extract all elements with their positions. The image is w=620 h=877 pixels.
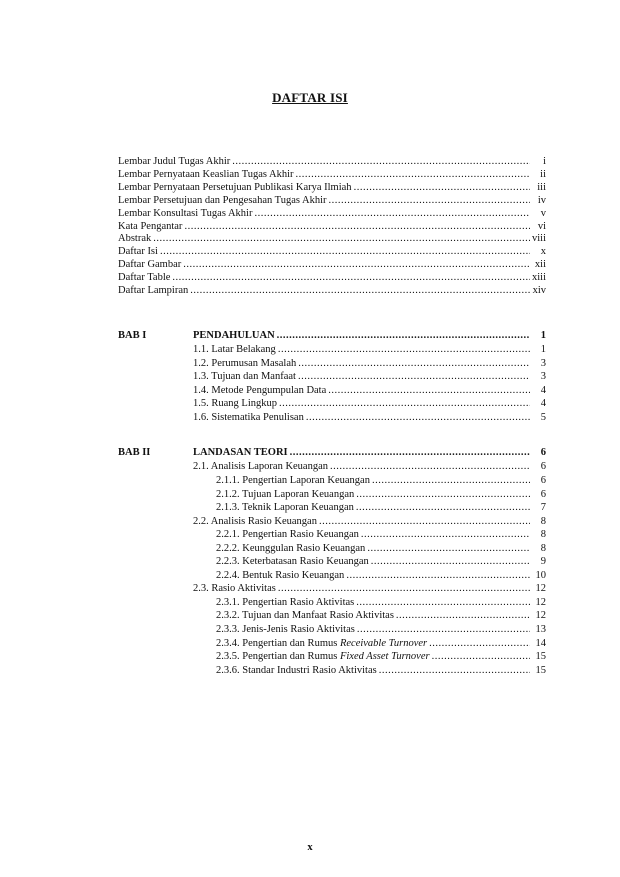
toc-entry-label: 2.1.2. Tujuan Laporan Keuangan bbox=[216, 488, 355, 500]
toc-entry-label: 1.1. Latar Belakang bbox=[193, 343, 276, 355]
toc-entry bbox=[193, 357, 546, 371]
toc-entry-page: x bbox=[540, 246, 546, 258]
dot-leader bbox=[432, 650, 530, 664]
dot-leader bbox=[357, 623, 530, 637]
toc-entry bbox=[216, 569, 546, 583]
toc-entry-page: 10 bbox=[535, 569, 546, 581]
toc-entry-label: Daftar Lampiran bbox=[118, 285, 189, 296]
toc-entry-label: LANDASAN TEORI bbox=[193, 447, 288, 458]
toc-entry-page: 3 bbox=[540, 371, 546, 383]
toc-entry bbox=[193, 411, 546, 425]
dot-leader bbox=[346, 569, 530, 583]
toc-entry-label: Daftar Gambar bbox=[118, 259, 182, 271]
dot-leader bbox=[232, 155, 530, 169]
toc-entry-page: 4 bbox=[540, 398, 546, 410]
toc-entry-label: 2.2. Analisis Rasio Keuangan bbox=[193, 515, 317, 527]
toc-entry-label: 1.3. Tujuan dan Manfaat bbox=[193, 371, 296, 383]
toc-entry-label: 2.2.1. Pengertian Rasio Keuangan bbox=[216, 529, 359, 541]
toc-entry-label: 1.5. Ruang Lingkup bbox=[193, 398, 277, 410]
toc-entry-page: 3 bbox=[540, 357, 546, 369]
toc-entry bbox=[193, 343, 546, 357]
toc-entry bbox=[118, 168, 546, 182]
dot-leader bbox=[254, 207, 530, 221]
toc-entry-label: Lembar Konsultasi Tugas Akhir bbox=[118, 207, 253, 219]
dot-leader bbox=[279, 397, 530, 411]
dot-leader bbox=[172, 271, 530, 285]
toc-entry-page: 14 bbox=[535, 637, 546, 649]
dot-leader bbox=[429, 637, 530, 651]
toc-entry-label: 1.4. Metode Pengumpulan Data bbox=[193, 384, 327, 396]
dot-leader bbox=[329, 194, 530, 208]
toc-entry bbox=[118, 155, 546, 169]
toc-entry-page: 12 bbox=[535, 583, 546, 595]
toc-entry bbox=[216, 474, 546, 488]
dot-leader bbox=[278, 582, 530, 596]
toc-entry-label: 1.6. Sistematika Penulisan bbox=[193, 411, 304, 423]
toc-entry bbox=[193, 582, 546, 596]
toc-entry-page: 1 bbox=[540, 330, 546, 341]
chapter-tag: BAB II bbox=[118, 447, 151, 458]
dot-leader bbox=[371, 555, 530, 569]
toc-entry bbox=[118, 181, 546, 195]
toc-entry-page: 13 bbox=[535, 624, 546, 635]
toc-entry-page: iii bbox=[537, 181, 546, 193]
toc-entry-label: Daftar Table bbox=[118, 272, 171, 284]
toc-entry-page: vi bbox=[537, 220, 546, 232]
dot-leader bbox=[190, 284, 530, 298]
dot-leader bbox=[184, 220, 530, 234]
toc-entry-label: 2.2.3. Keterbatasan Rasio Keuangan bbox=[216, 556, 369, 568]
toc-entry-label: PENDAHULUAN bbox=[193, 330, 275, 341]
dot-leader bbox=[277, 329, 530, 343]
dot-leader bbox=[379, 664, 530, 678]
toc-entry-page: 15 bbox=[535, 664, 546, 676]
toc-entry-label: 2.2.4. Bentuk Rasio Keuangan bbox=[216, 569, 345, 581]
toc-entry-page: 15 bbox=[535, 651, 546, 663]
toc-entry-label: 2.3.5. Pengertian dan Rumus Fixed Asset Turnover bbox=[216, 651, 430, 663]
chapter-tag: BAB I bbox=[118, 330, 147, 341]
toc-entry bbox=[118, 207, 546, 221]
toc-entry-page: 9 bbox=[540, 556, 546, 568]
toc-entry bbox=[118, 194, 546, 208]
toc-entry-page: 6 bbox=[540, 447, 546, 458]
toc-entry bbox=[216, 555, 546, 569]
toc-entry-label: 2.3.4. Pengertian dan Rumus Receivable Turnover bbox=[216, 637, 428, 649]
toc-entry-label: 2.3.6. Standar Industri Rasio Aktivitas bbox=[216, 664, 377, 676]
toc-entry bbox=[216, 609, 546, 623]
toc-entry-label: 2.3. Rasio Aktivitas bbox=[193, 583, 276, 595]
dot-leader bbox=[354, 181, 530, 195]
toc-entry-label: 2.2.2. Keunggulan Rasio Keuangan bbox=[216, 542, 366, 554]
toc-entry-page: 12 bbox=[535, 596, 546, 608]
toc-entry bbox=[193, 384, 546, 398]
dot-leader bbox=[356, 596, 530, 610]
toc-entry-page: ii bbox=[540, 168, 546, 180]
toc-entry bbox=[118, 220, 546, 234]
toc-entry-page: i bbox=[543, 156, 546, 167]
toc-entry bbox=[216, 637, 546, 651]
dot-leader bbox=[296, 168, 530, 182]
dot-leader bbox=[367, 542, 530, 556]
toc-entry bbox=[118, 284, 546, 298]
dot-leader bbox=[306, 411, 530, 425]
toc-entry-label: Abstrak bbox=[118, 233, 152, 245]
toc-entry-page: xii bbox=[534, 259, 546, 271]
toc-entry bbox=[216, 488, 546, 502]
toc-entry-label: 2.3.3. Jenis-Jenis Rasio Aktivitas bbox=[216, 624, 355, 635]
toc-entry bbox=[216, 596, 546, 610]
toc-entry bbox=[216, 664, 546, 678]
toc-entry-label: Lembar Pernyataan Keaslian Tugas Akhir bbox=[118, 168, 294, 180]
toc-entry-page: 4 bbox=[540, 384, 546, 396]
dot-leader bbox=[330, 460, 530, 474]
toc-entry bbox=[216, 528, 546, 542]
toc-entry-label: 2.1.1. Pengertian Laporan Keuangan bbox=[216, 474, 370, 486]
toc-entry bbox=[216, 623, 546, 637]
toc-entry-italic: Fixed Asset Turnover bbox=[339, 651, 430, 663]
toc-entry bbox=[193, 397, 546, 411]
toc-entry bbox=[193, 515, 546, 529]
toc-entry bbox=[216, 542, 546, 556]
dot-leader bbox=[328, 384, 530, 398]
dot-leader bbox=[319, 515, 530, 529]
dot-leader bbox=[183, 258, 530, 272]
toc-entry-page: 5 bbox=[540, 411, 546, 423]
toc-entry bbox=[118, 232, 546, 246]
page-number: x bbox=[307, 842, 313, 853]
toc-entry bbox=[193, 460, 546, 474]
dot-leader bbox=[356, 488, 530, 502]
toc-entry-label: 2.1.3. Teknik Laporan Keuangan bbox=[216, 502, 354, 514]
toc-entry-page: 6 bbox=[540, 461, 546, 473]
toc-entry-page: 6 bbox=[540, 474, 546, 486]
dot-leader bbox=[361, 528, 530, 542]
toc-entry-page: 8 bbox=[540, 515, 546, 527]
toc-entry bbox=[193, 370, 546, 384]
dot-leader bbox=[298, 370, 530, 384]
page-title: DAFTAR ISI bbox=[272, 90, 348, 105]
dot-leader bbox=[396, 609, 530, 623]
dot-leader bbox=[278, 343, 530, 357]
toc-entry bbox=[118, 258, 546, 272]
toc-entry-page: xiv bbox=[532, 285, 546, 296]
toc-entry-page: iv bbox=[537, 194, 546, 206]
toc-entry-page: 12 bbox=[535, 610, 546, 622]
toc-entry-page: 8 bbox=[540, 529, 546, 541]
toc-entry-italic: Receivable Turnover bbox=[339, 637, 428, 649]
toc-entry-label: Lembar Judul Tugas Akhir bbox=[118, 156, 231, 167]
toc-entry bbox=[118, 245, 546, 259]
dot-leader bbox=[290, 446, 530, 460]
toc-entry-label: Lembar Persetujuan dan Pengesahan Tugas Akhir bbox=[118, 194, 327, 206]
dot-leader bbox=[298, 357, 530, 371]
toc-entry-page: 6 bbox=[540, 488, 546, 500]
chapter-heading bbox=[193, 446, 546, 460]
toc-entry-label: 2.1. Analisis Laporan Keuangan bbox=[193, 461, 329, 473]
toc-entry bbox=[118, 271, 546, 285]
toc-entry bbox=[216, 501, 546, 515]
toc-entry-page: xiii bbox=[531, 272, 546, 284]
dot-leader bbox=[372, 474, 530, 488]
toc-entry-page: 8 bbox=[540, 542, 546, 554]
toc-entry-label: 2.3.1. Pengertian Rasio Aktivitas bbox=[216, 596, 355, 608]
toc-entry-page: 1 bbox=[540, 343, 546, 355]
dot-leader bbox=[160, 245, 530, 259]
toc-entry-label: 1.2. Perumusan Masalah bbox=[193, 357, 297, 369]
toc-entry-page: 7 bbox=[540, 502, 546, 514]
toc-entry-label: Lembar Pernyataan Persetujuan Publikasi Karya Ilmiah bbox=[118, 181, 352, 193]
dot-leader bbox=[153, 232, 530, 246]
toc-entry bbox=[216, 650, 546, 664]
toc-entry-label: Daftar Isi bbox=[118, 246, 158, 258]
toc-entry-page: viii bbox=[531, 233, 546, 245]
chapter-heading bbox=[193, 329, 546, 343]
toc-entry-label: Kata Pengantar bbox=[118, 220, 183, 232]
toc-entry-label: 2.3.2. Tujuan dan Manfaat Rasio Aktivitas bbox=[216, 610, 394, 622]
dot-leader bbox=[356, 501, 530, 515]
toc-entry-page: v bbox=[540, 207, 546, 219]
